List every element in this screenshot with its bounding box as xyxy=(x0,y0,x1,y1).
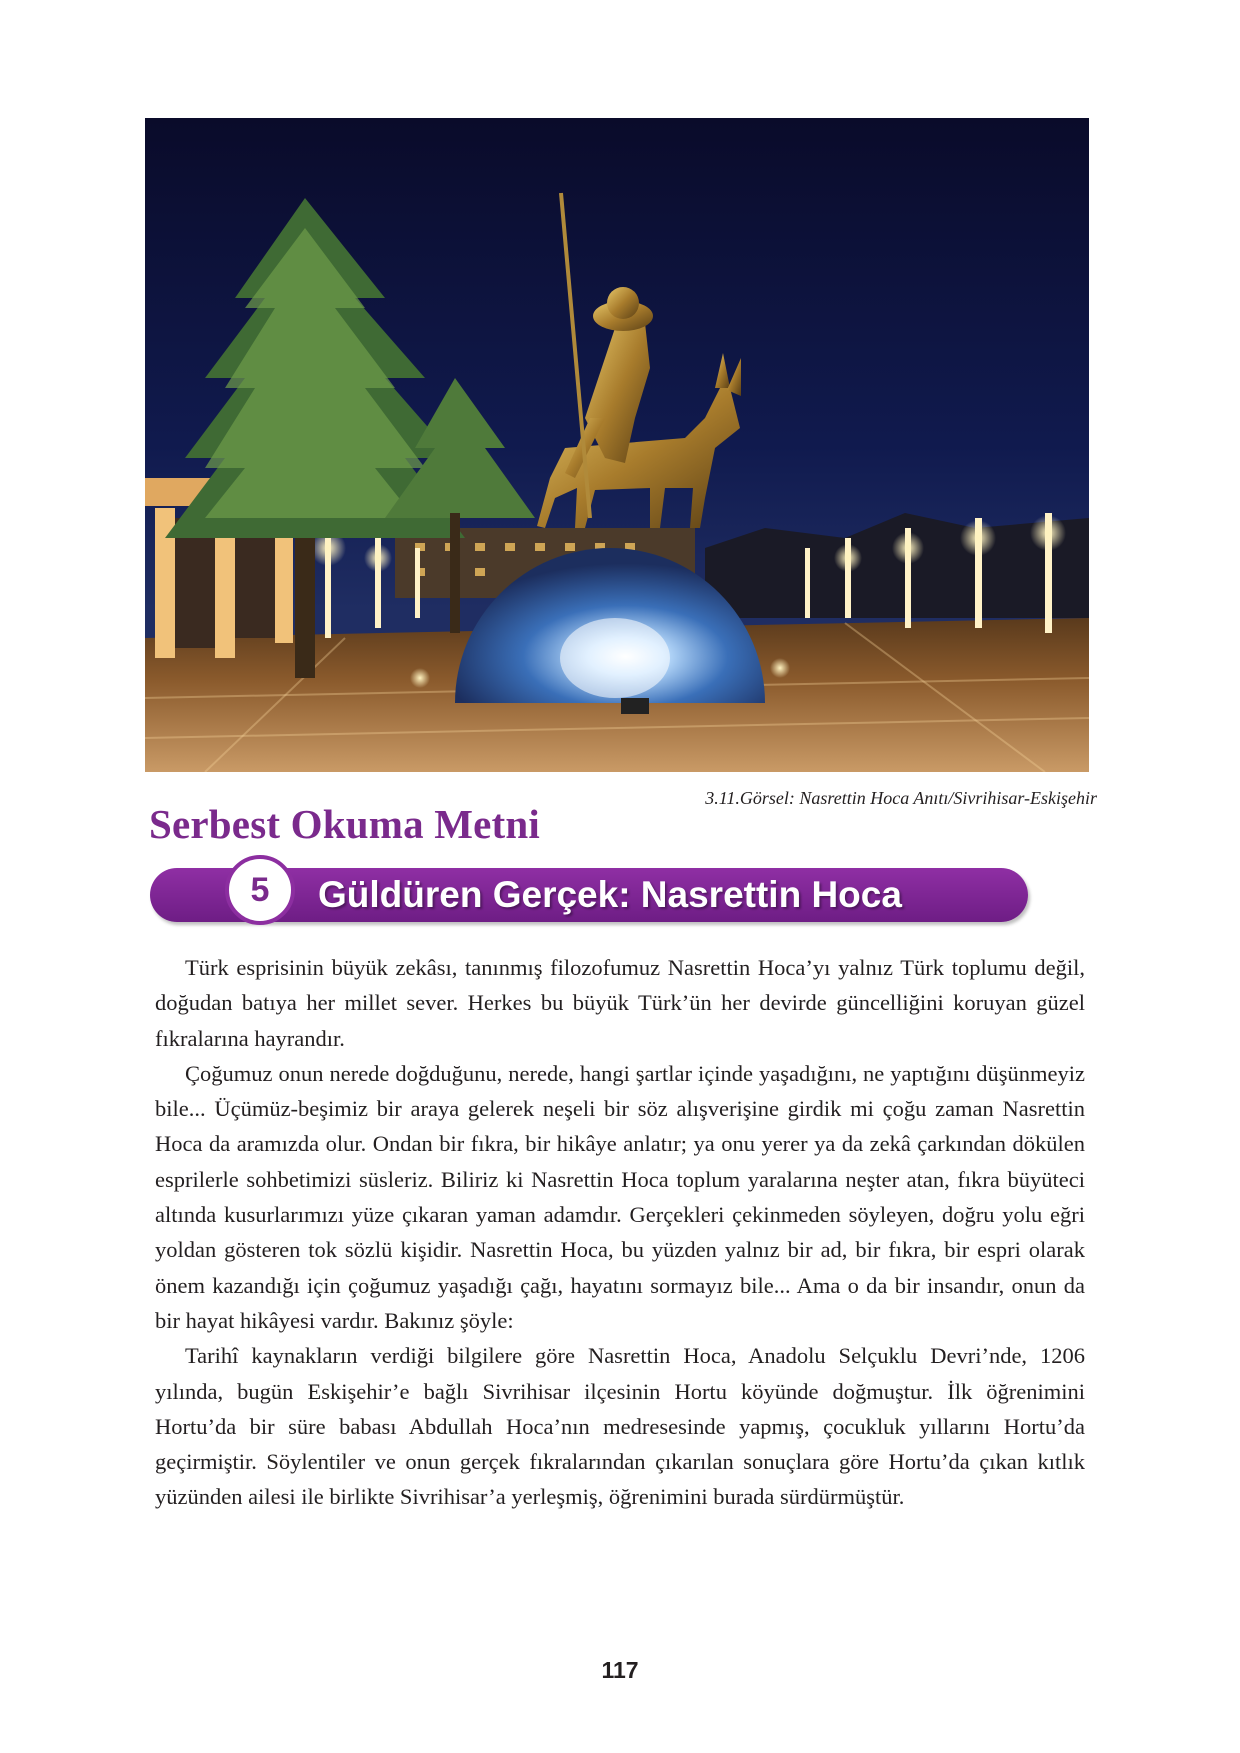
paragraph: Tarihî kaynakların verdiği bilgilere göre Nasrettin Hoca, Anadolu Selçuklu Devri’nde, 1206 yılında, bugün Eskişehir’e bağlı Sivrihisar ilçesinin Hortu köyünde doğmuştur. İlk öğrenimini Hortu’da bir süre babası Abdullah Hoca’nın medresesinde yapmış, çocukluk yıllarını Hortu’da geçirmiştir. Söylentiler ve onun gerçek fıkralarından çıkarılan sonuçlara göre Hortu’da çıkan kıtlık yüzünden ailesi ile birlikte Sivrihisar’a yerleşmiş, öğrenimini burada sürdürmüştür. xyxy=(155,1343,1085,1510)
title-number-badge: 5 xyxy=(225,855,295,925)
reading-title: Güldüren Gerçek: Nasrettin Hoca xyxy=(318,874,902,915)
paragraph: Çoğumuz onun nerede doğduğunu, nerede, hangi şartlar içinde yaşadığını, ne yaptığını düşünmeyiz bile... Üçümüz-beşimiz bir araya gelerek neşeli bir söz alışverişine girdik mi çoğu zaman Nasrettin Hoca da aramızda olur. Ondan bir fıkra, bir hikâye anlatır; ya onu yerer ya da zekâ çarkından dökülen esprilerle sohbetimizi süsleriz. Biliriz ki Nasrettin Hoca toplum yaralarına neşter atan, fıkra büyüteci altında kusurlarımızı yüze çıkaran yaman adamdır. Gerçekleri çekinmeden söyleyen, doğru yolu eğri yoldan gösteren tok sözlü kişidir. Nasrettin Hoca, bu yüzden yalnız bir ad, bir fıkra, bir espri olarak önem kazandığı için çoğumuz yaşadığı çağı, hayatını sormayız bile... Ama o da bir insandır, onun da bir hayat hikâyesi vardır. Bakınız şöyle: xyxy=(155,1060,1085,1333)
section-title: Serbest Okuma Metni xyxy=(149,801,540,847)
page-number: 117 xyxy=(601,1657,639,1683)
photo-caption: 3.11.Görsel: Nasrettin Hoca Anıtı/Sivrihisar-Eskişehir xyxy=(705,788,1097,808)
paragraph: Türk esprisinin büyük zekâsı, tanınmış filozofumuz Nasrettin Hoca’yı yalnız Türk toplumu değil, doğudan batıya her millet sever. Herkes bu büyük Türk’ün her devirde güncelliğini koruyan güzel fıkralarına hayrandır. xyxy=(155,955,1085,1051)
monument-photo xyxy=(145,118,1089,772)
reading-body xyxy=(155,950,1085,1515)
